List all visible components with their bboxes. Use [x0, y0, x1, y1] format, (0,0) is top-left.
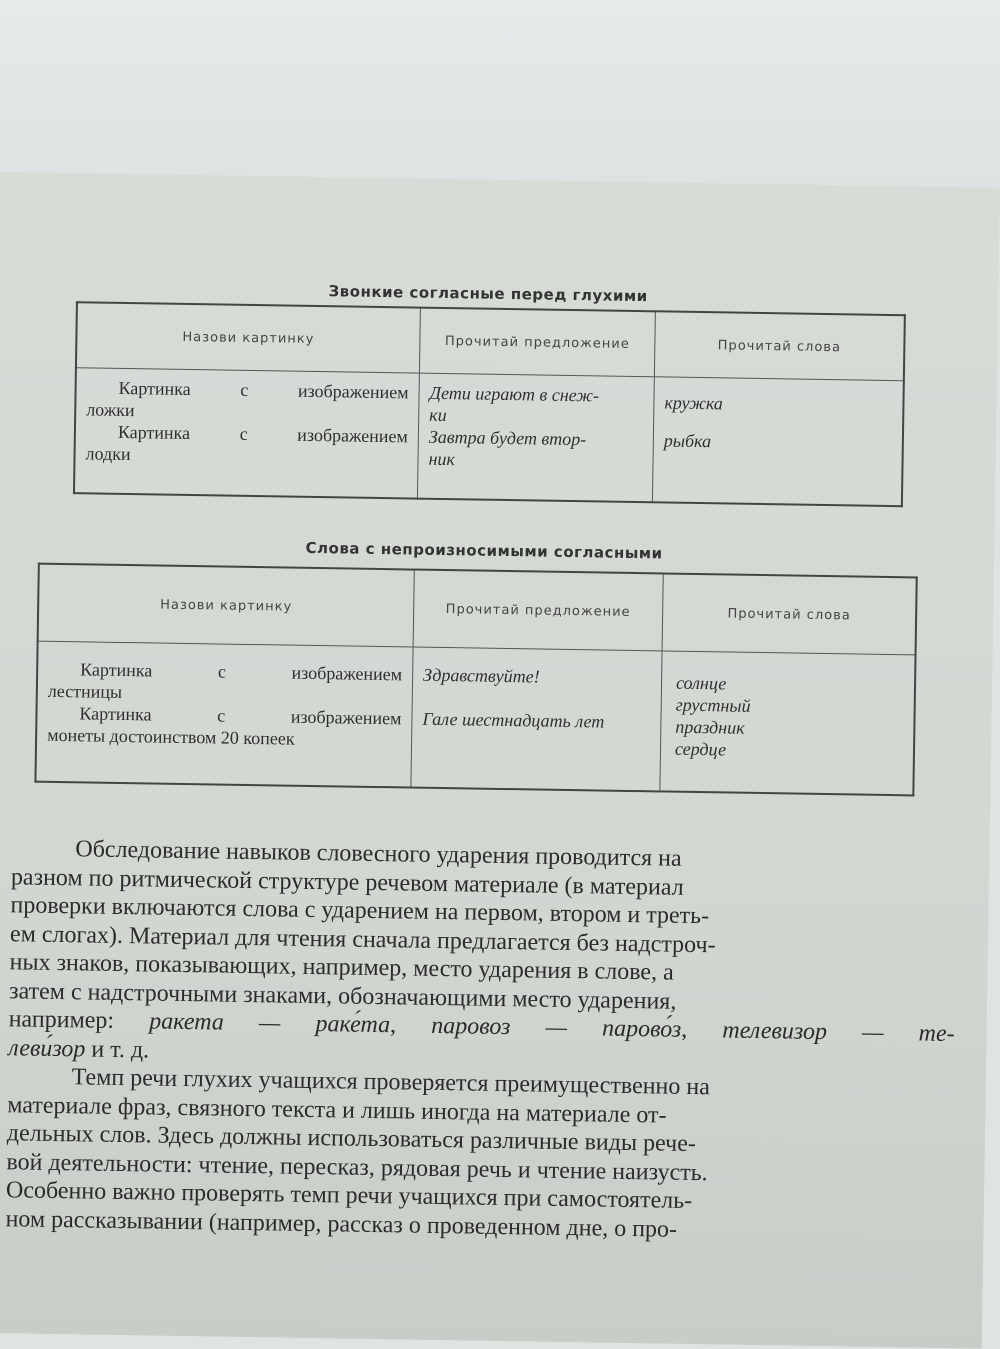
table1-picture-2-line: Картинка с изображением — [117, 421, 409, 447]
paragraph-1-line-5: ных знаков, показывающих, например, место ударения в слове, а — [9, 949, 674, 986]
table1-sentence-1b: ки — [429, 404, 447, 426]
table2-caption: Слова с непроизносимыми согласными — [305, 538, 663, 563]
table2-sentence-2: Гале шестнадцать лет — [422, 708, 605, 732]
paragraph-1-line-4: ем слогах). Материал для чтения сначала предлагается без надстроч- — [9, 920, 716, 958]
table1-cell-pictures — [74, 368, 419, 498]
table-silent-consonants — [34, 563, 917, 796]
table2-header-name-picture: Назови картинку — [38, 564, 415, 647]
table-voiced-consonants — [73, 301, 906, 507]
body-text — [5, 834, 957, 1248]
example-televizor-end: леви́зор — [8, 1034, 86, 1062]
table1-row — [74, 368, 904, 506]
table2-picture-1-line: Картинка с изображением — [80, 659, 403, 685]
table2-header-read-sentence: Прочитай предложение — [413, 570, 663, 651]
table2-word-1: солнце — [675, 672, 727, 694]
table1-cell-sentences — [417, 373, 654, 502]
table2-header-read-words: Прочитай слова — [662, 573, 917, 654]
paragraph-2-line-4: вой деятельности: чтение, пересказ, рядовая речь и чтение наизусть. — [6, 1148, 708, 1186]
table2-picture-2-word: монеты достоинством 20 копеек — [47, 724, 295, 749]
table1-picture-2-word: лодки — [85, 443, 131, 465]
paragraph-1-line-1: Обследование навыков словесного ударения проводится на — [75, 836, 682, 872]
example-raketa: ракета — раке́та — [149, 1008, 391, 1039]
example-sep-2: , — [681, 1016, 723, 1044]
example-parovoz: паровоз — парово́з — [431, 1012, 682, 1043]
table2-cell-words — [660, 651, 916, 795]
table2-cell-pictures — [35, 641, 413, 787]
paragraph-2-line-3: дельных слов. Здесь должны использоваться различные виды рече- — [6, 1120, 697, 1158]
paragraph-2-line-6: ном рассказывании (например, рассказ о проведенном дне, о про- — [5, 1205, 678, 1243]
background-surface — [0, 0, 1000, 190]
table1-word-2: рыбка — [663, 430, 712, 452]
table2-header-row — [38, 564, 917, 655]
table1-sentence-2a: Завтра будет втор- — [428, 426, 587, 450]
table1-picture-1-line: Картинка с изображением — [118, 377, 409, 403]
table1-header-read-words: Прочитай слова — [654, 311, 904, 380]
paragraph-1-ending: и т. д. — [85, 1035, 150, 1063]
table2-picture-1-word: лестницы — [47, 680, 123, 702]
example-sep-1: , — [389, 1012, 432, 1039]
table1-caption: Звонкие согласные перед глухими — [328, 282, 648, 306]
table2-word-3: праздник — [675, 716, 745, 738]
table2-sentence-1: Здравствуйте! — [422, 664, 540, 687]
table1-picture-1-word: ложки — [86, 399, 135, 421]
table2-picture-2-line: Картинка с изображением — [79, 703, 402, 729]
table2-cell-sentences — [411, 647, 662, 791]
example-televizor: телевизор — те- — [722, 1017, 955, 1048]
table1-sentence-2b: ник — [428, 448, 456, 470]
table1-sentence-1a: Дети играют в снеж- — [429, 382, 600, 406]
table2-row — [35, 641, 915, 795]
paragraph-2-line-2: материале фраз, связного текста и лишь иногда на материале от- — [7, 1091, 667, 1129]
paragraph-2-line-5: Особенно важно проверять темп речи учащихся при самостоятель- — [5, 1177, 693, 1214]
paragraph-1-line-6: затем с надстрочными знаками, обозначающими место ударения, — [8, 977, 677, 1015]
table1-word-1: кружка — [664, 392, 724, 414]
table2-word-4: сердце — [674, 738, 727, 760]
paragraph-1-line-3: проверки включаются слова с ударением на первом, втором и треть- — [10, 892, 710, 930]
paragraph-1-line-2: разном по ритмической структуре речевом материале (в материал — [10, 863, 684, 901]
table1-cell-words — [652, 377, 903, 506]
example-label: например: — [8, 1006, 150, 1035]
paragraph-2-line-1: Темп речи глухих учащихся проверяется преимущественно на — [71, 1064, 711, 1101]
table2-word-2: грустный — [675, 694, 751, 716]
table1-header-name-picture: Назови картинку — [76, 302, 420, 373]
book-page — [0, 172, 1000, 1349]
table1-header-read-sentence: Прочитай предложение — [419, 308, 655, 377]
